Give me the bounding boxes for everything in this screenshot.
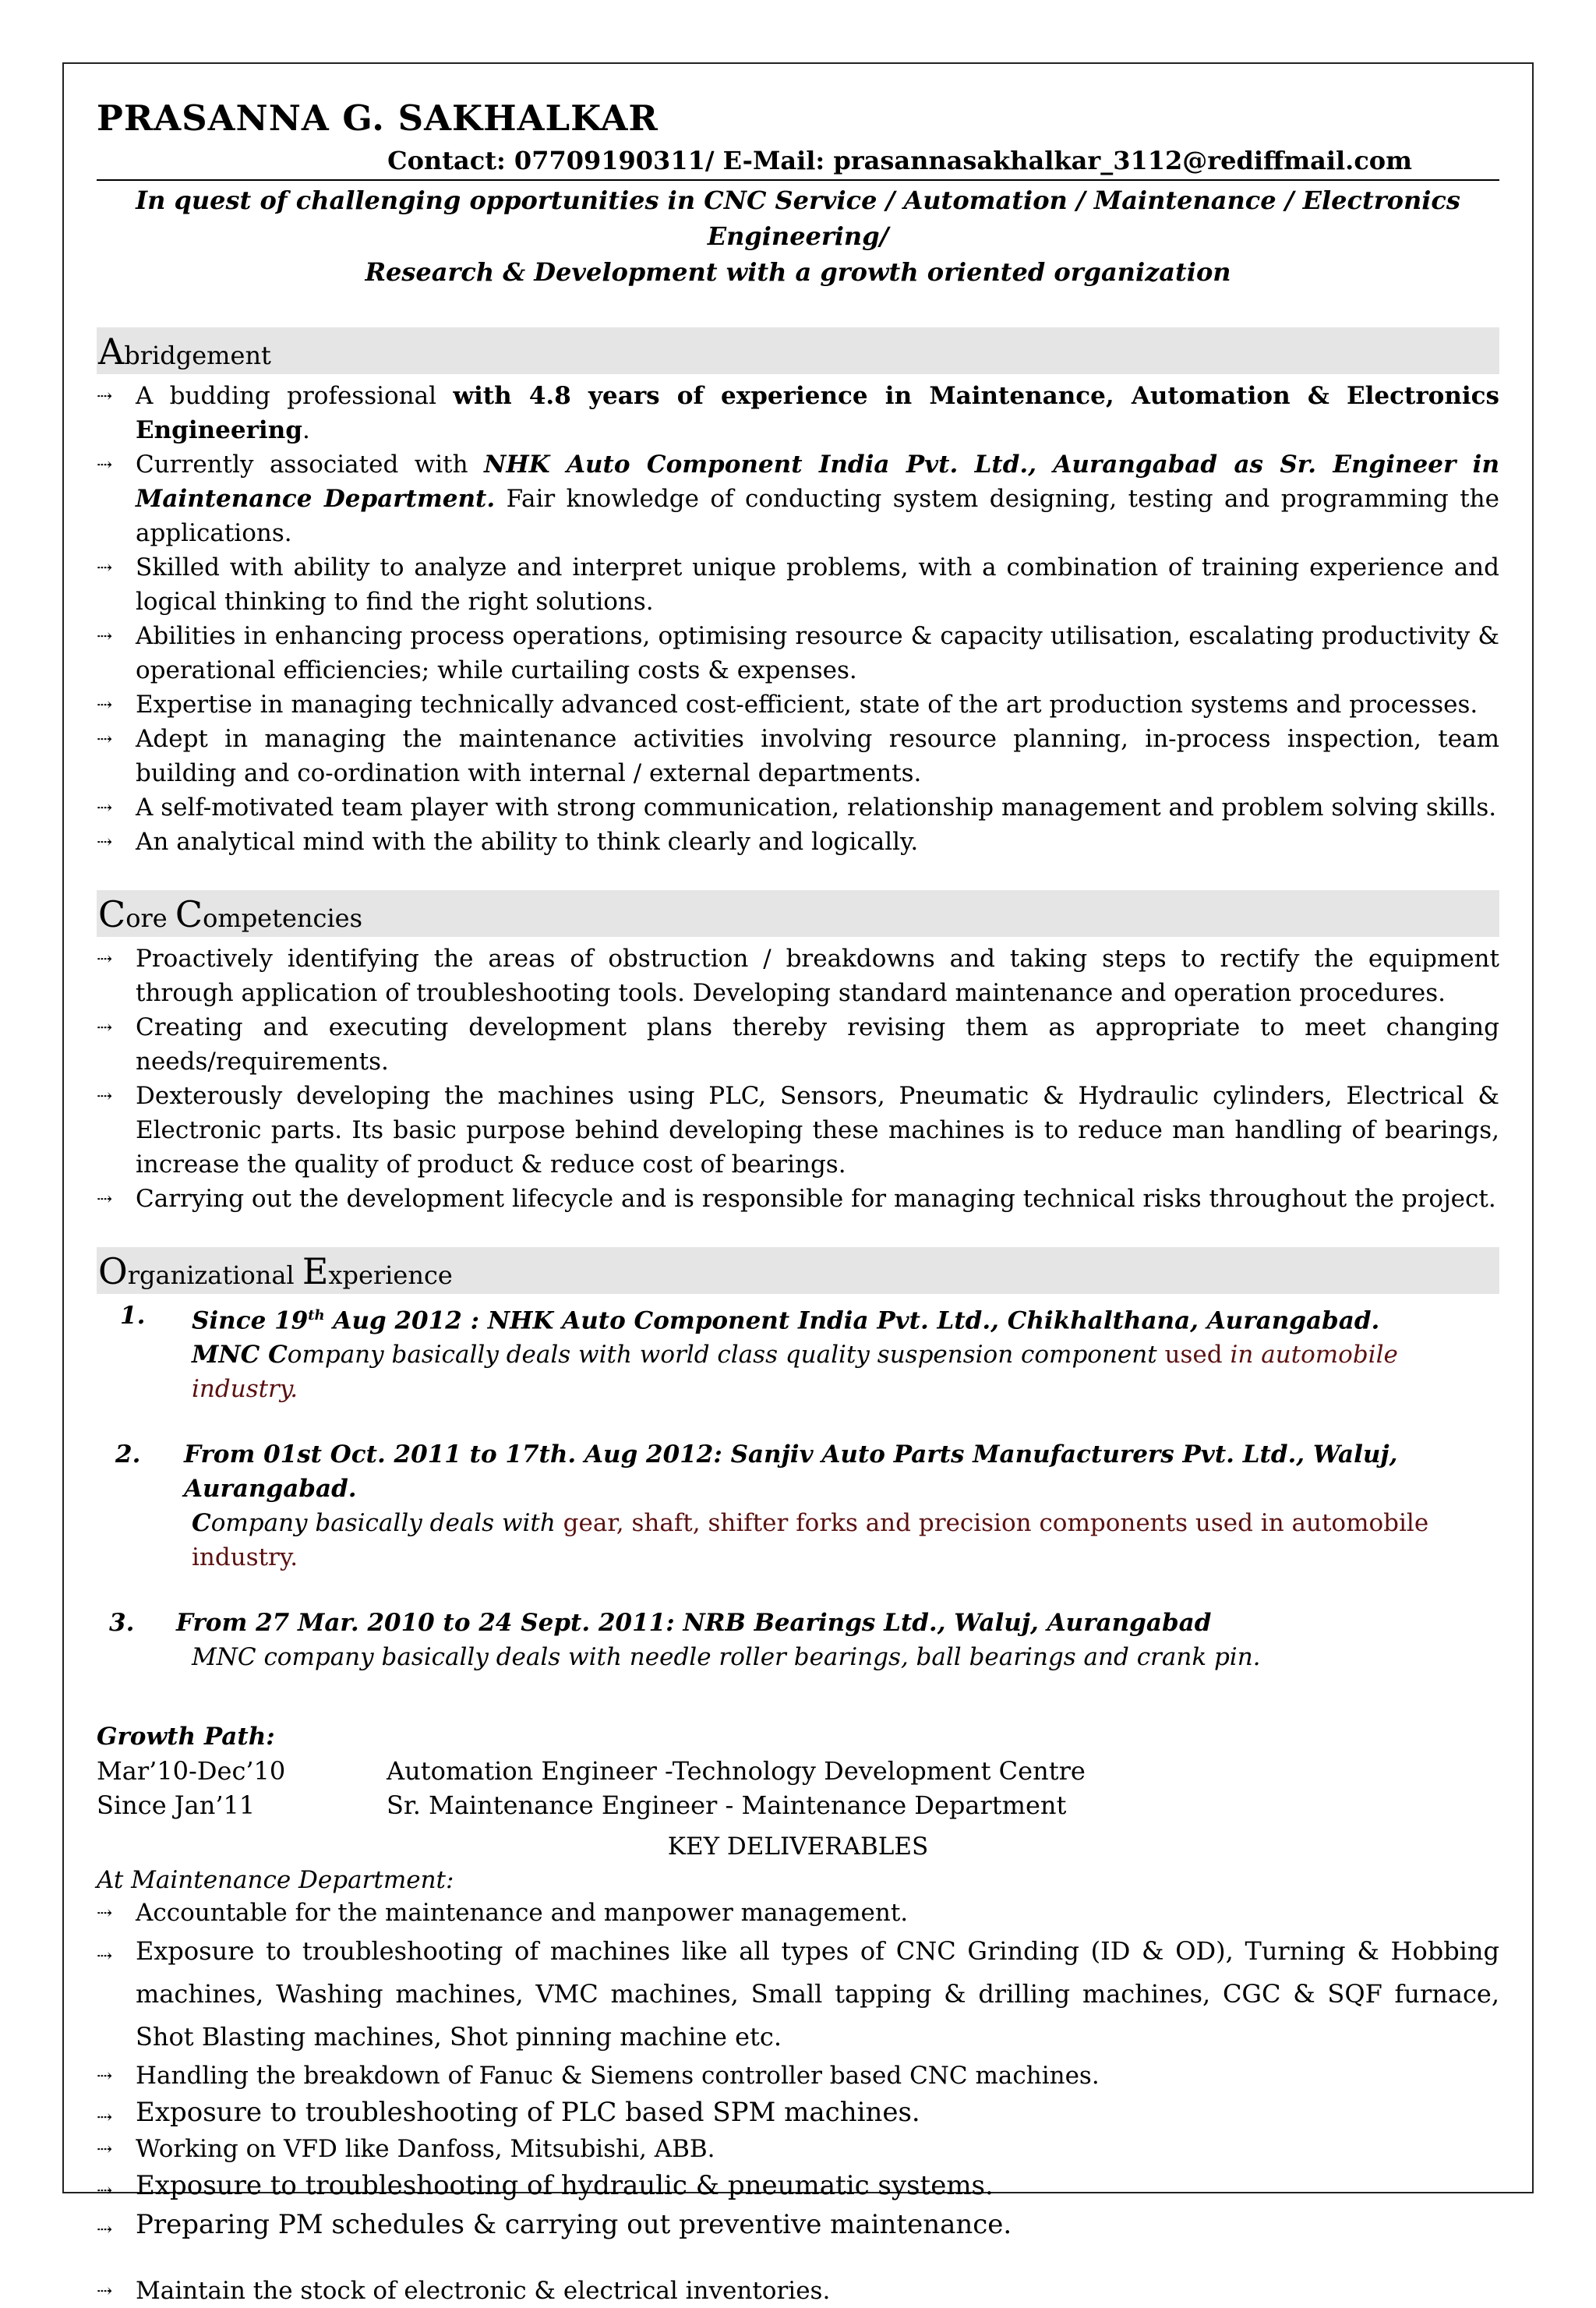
deliverables-list [97, 1896, 1499, 2308]
list-item: ⇢ Exposure to troubleshooting of PLC based SPM machines. [97, 2093, 1499, 2132]
arrow-bullet-icon: ⇢ [97, 2106, 113, 2129]
section-heading-abridgement: Abridgement [97, 327, 1499, 374]
experience-description: MNC Company basically deals with world class quality suspension component used in automobile industry. [192, 1341, 1398, 1404]
arrow-bullet-icon: ⇢ [97, 1188, 113, 1210]
arrow-bullet-icon: ⇢ [97, 831, 113, 853]
experience-title: From 01st Oct. 2011 to 17th. Aug 2012: Sanjiv Auto Parts Manufacturers Pvt. Ltd., Waluj, Aurangabad. [184, 1440, 1398, 1504]
arrow-bullet-icon: ⇢ [97, 728, 113, 750]
growth-period: Since Jan’11 [97, 1790, 256, 1821]
arrow-bullet-icon: ⇢ [97, 1945, 113, 1967]
key-deliverables-heading: KEY DELIVERABLES [667, 1833, 929, 1861]
list-item: ⇢ Skilled with ability to analyze and interpret unique problems, with a combination of training experience and logical thinking to find the right solutions. [97, 550, 1499, 619]
experience-list [97, 1299, 1499, 1674]
experience-description: MNC company basically deals with needle roller bearings, ball bearings and crank pin. [192, 1643, 1261, 1672]
list-item: ⇢ Carrying out the development lifecycle and is responsible for managing technical risks throughout the project. [97, 1182, 1499, 1216]
list-item: ⇢ Accountable for the maintenance and manpower management. [97, 1896, 1499, 1930]
arrow-bullet-icon: ⇢ [97, 385, 113, 407]
list-item: ⇢ Preparing PM schedules & carrying out preventive maintenance. [97, 2205, 1499, 2244]
list-item: ⇢ Creating and executing development plans thereby revising them as appropriate to meet changing needs/requirements. [97, 1010, 1499, 1079]
arrow-bullet-icon: ⇢ [97, 2065, 113, 2087]
list-item: ⇢ Working on VFD like Danfoss, Mitsubishi, ABB. [97, 2132, 1499, 2166]
objective [97, 182, 1499, 290]
arrow-bullet-icon: ⇢ [97, 2218, 113, 2241]
section-heading-core-competencies: Core Competencies [97, 890, 1499, 937]
abridgement-list [97, 379, 1499, 859]
header-divider [97, 179, 1499, 181]
growth-path-title: Growth Path: [97, 1723, 275, 1751]
arrow-bullet-icon: ⇢ [97, 557, 113, 578]
list-item: ⇢ Dexterously developing the machines using PLC, Sensors, Pneumatic & Hydraulic cylinders, Electrical & Electronic parts. Its basic purpose behind developing these machines is to reduce man handling of bearings, increase the quality of product & reduce cost of bearings. [97, 1079, 1499, 1182]
list-item: ⇢ Expertise in managing technically advanced cost-efficient, state of the art production systems and processes. [97, 687, 1499, 722]
list-item: ⇢ Handling the breakdown of Fanuc & Siemens controller based CNC machines. [97, 2059, 1499, 2093]
objective-line-1: In quest of challenging opportunities in CNC Service / Automation / Maintenance / Electronics Engineering/ [136, 186, 1460, 251]
growth-period: Mar’10-Dec’10 [97, 1756, 286, 1787]
experience-description: Company basically deals with gear, shaft, shifter forks and precision components used in automobile industry. [192, 1509, 1429, 1572]
list-item: ⇢ Adept in managing the maintenance activities involving resource planning, in-process inspection, team building and co-ordination with internal / external departments. [97, 722, 1499, 790]
experience-title: Since 19th Aug 2012 : NHK Auto Component India Pvt. Ltd., Chikhalthana, Aurangabad. [192, 1306, 1380, 1335]
list-item: ⇢ An analytical mind with the ability to think clearly and logically. [97, 825, 1499, 859]
growth-row [97, 1788, 1499, 1822]
arrow-bullet-icon: ⇢ [97, 694, 113, 716]
list-item: ⇢ A self-motivated team player with strong communication, relationship management and problem solving skills. [97, 790, 1499, 825]
arrow-bullet-icon: ⇢ [97, 1085, 113, 1107]
resume-page [97, 92, 1499, 2308]
experience-item [97, 1437, 1499, 1575]
arrow-bullet-icon: ⇢ [97, 1016, 113, 1038]
competencies-list [97, 942, 1499, 1216]
section-heading-organizational-experience: Organizational Experience [97, 1247, 1499, 1294]
candidate-name: PRASANNA G. SAKHALKAR [97, 97, 659, 139]
growth-row [97, 1754, 1499, 1788]
experience-number: 1. [120, 1302, 146, 1330]
objective-line-2: Research & Development with a growth oriented organization [365, 257, 1231, 287]
list-item: ⇢ Abilities in enhancing process operations, optimising resource & capacity utilisation, escalating productivity & operational efficiencies; while curtailing costs & expenses. [97, 619, 1499, 687]
arrow-bullet-icon: ⇢ [97, 454, 113, 475]
list-item: ⇢ A budding professional with 4.8 years of experience in Maintenance, Automation & Electronics Engineering. [97, 379, 1499, 447]
arrow-bullet-icon: ⇢ [97, 2179, 113, 2202]
list-item: ⇢ Maintain the stock of electronic & electrical inventories. [97, 2274, 1499, 2308]
experience-title: From 27 Mar. 2010 to 24 Sept. 2011: NRB Bearings Ltd., Waluj, Aurangabad [176, 1609, 1212, 1638]
arrow-bullet-icon: ⇢ [97, 797, 113, 818]
arrow-bullet-icon: ⇢ [97, 625, 113, 647]
list-item: ⇢ Exposure to troubleshooting of machines like all types of CNC Grinding (ID & OD), Turning & Hobbing machines, Washing machines, VMC machines, Small tapping & drilling machines, CGC & SQF furnace, Shot Blasting machines, Shot pinning machine etc. [97, 1936, 1499, 2052]
contact-line: Contact: 07709190311/ E-Mail: prasannasakhalkar_3112@rediffmail.com [387, 146, 1412, 175]
list-item: ⇢ Exposure to troubleshooting of hydraulic & pneumatic systems. [97, 2166, 1499, 2205]
experience-item [97, 1606, 1499, 1674]
experience-item [97, 1299, 1499, 1406]
arrow-bullet-icon: ⇢ [97, 1902, 113, 1925]
key-deliverables-subheading: At Maintenance Department: [97, 1866, 454, 1895]
growth-role: Sr. Maintenance Engineer - Maintenance Department [387, 1790, 1067, 1821]
arrow-bullet-icon: ⇢ [97, 948, 113, 970]
experience-number: 2. [115, 1440, 141, 1469]
list-item: ⇢ Proactively identifying the areas of obstruction / breakdowns and taking steps to rectify the equipment through application of troubleshooting tools. Developing standard maintenance and operation procedures. [97, 942, 1499, 1010]
experience-number: 3. [109, 1609, 135, 1638]
arrow-bullet-icon: ⇢ [97, 2138, 113, 2161]
arrow-bullet-icon: ⇢ [97, 2280, 113, 2303]
growth-role: Automation Engineer -Technology Development Centre [387, 1756, 1086, 1787]
list-item: ⇢ Currently associated with NHK Auto Component India Pvt. Ltd., Aurangabad as Sr. Engineer in Maintenance Department. Fair knowledge of conducting system designing, testing and programming the applications. [97, 447, 1499, 550]
